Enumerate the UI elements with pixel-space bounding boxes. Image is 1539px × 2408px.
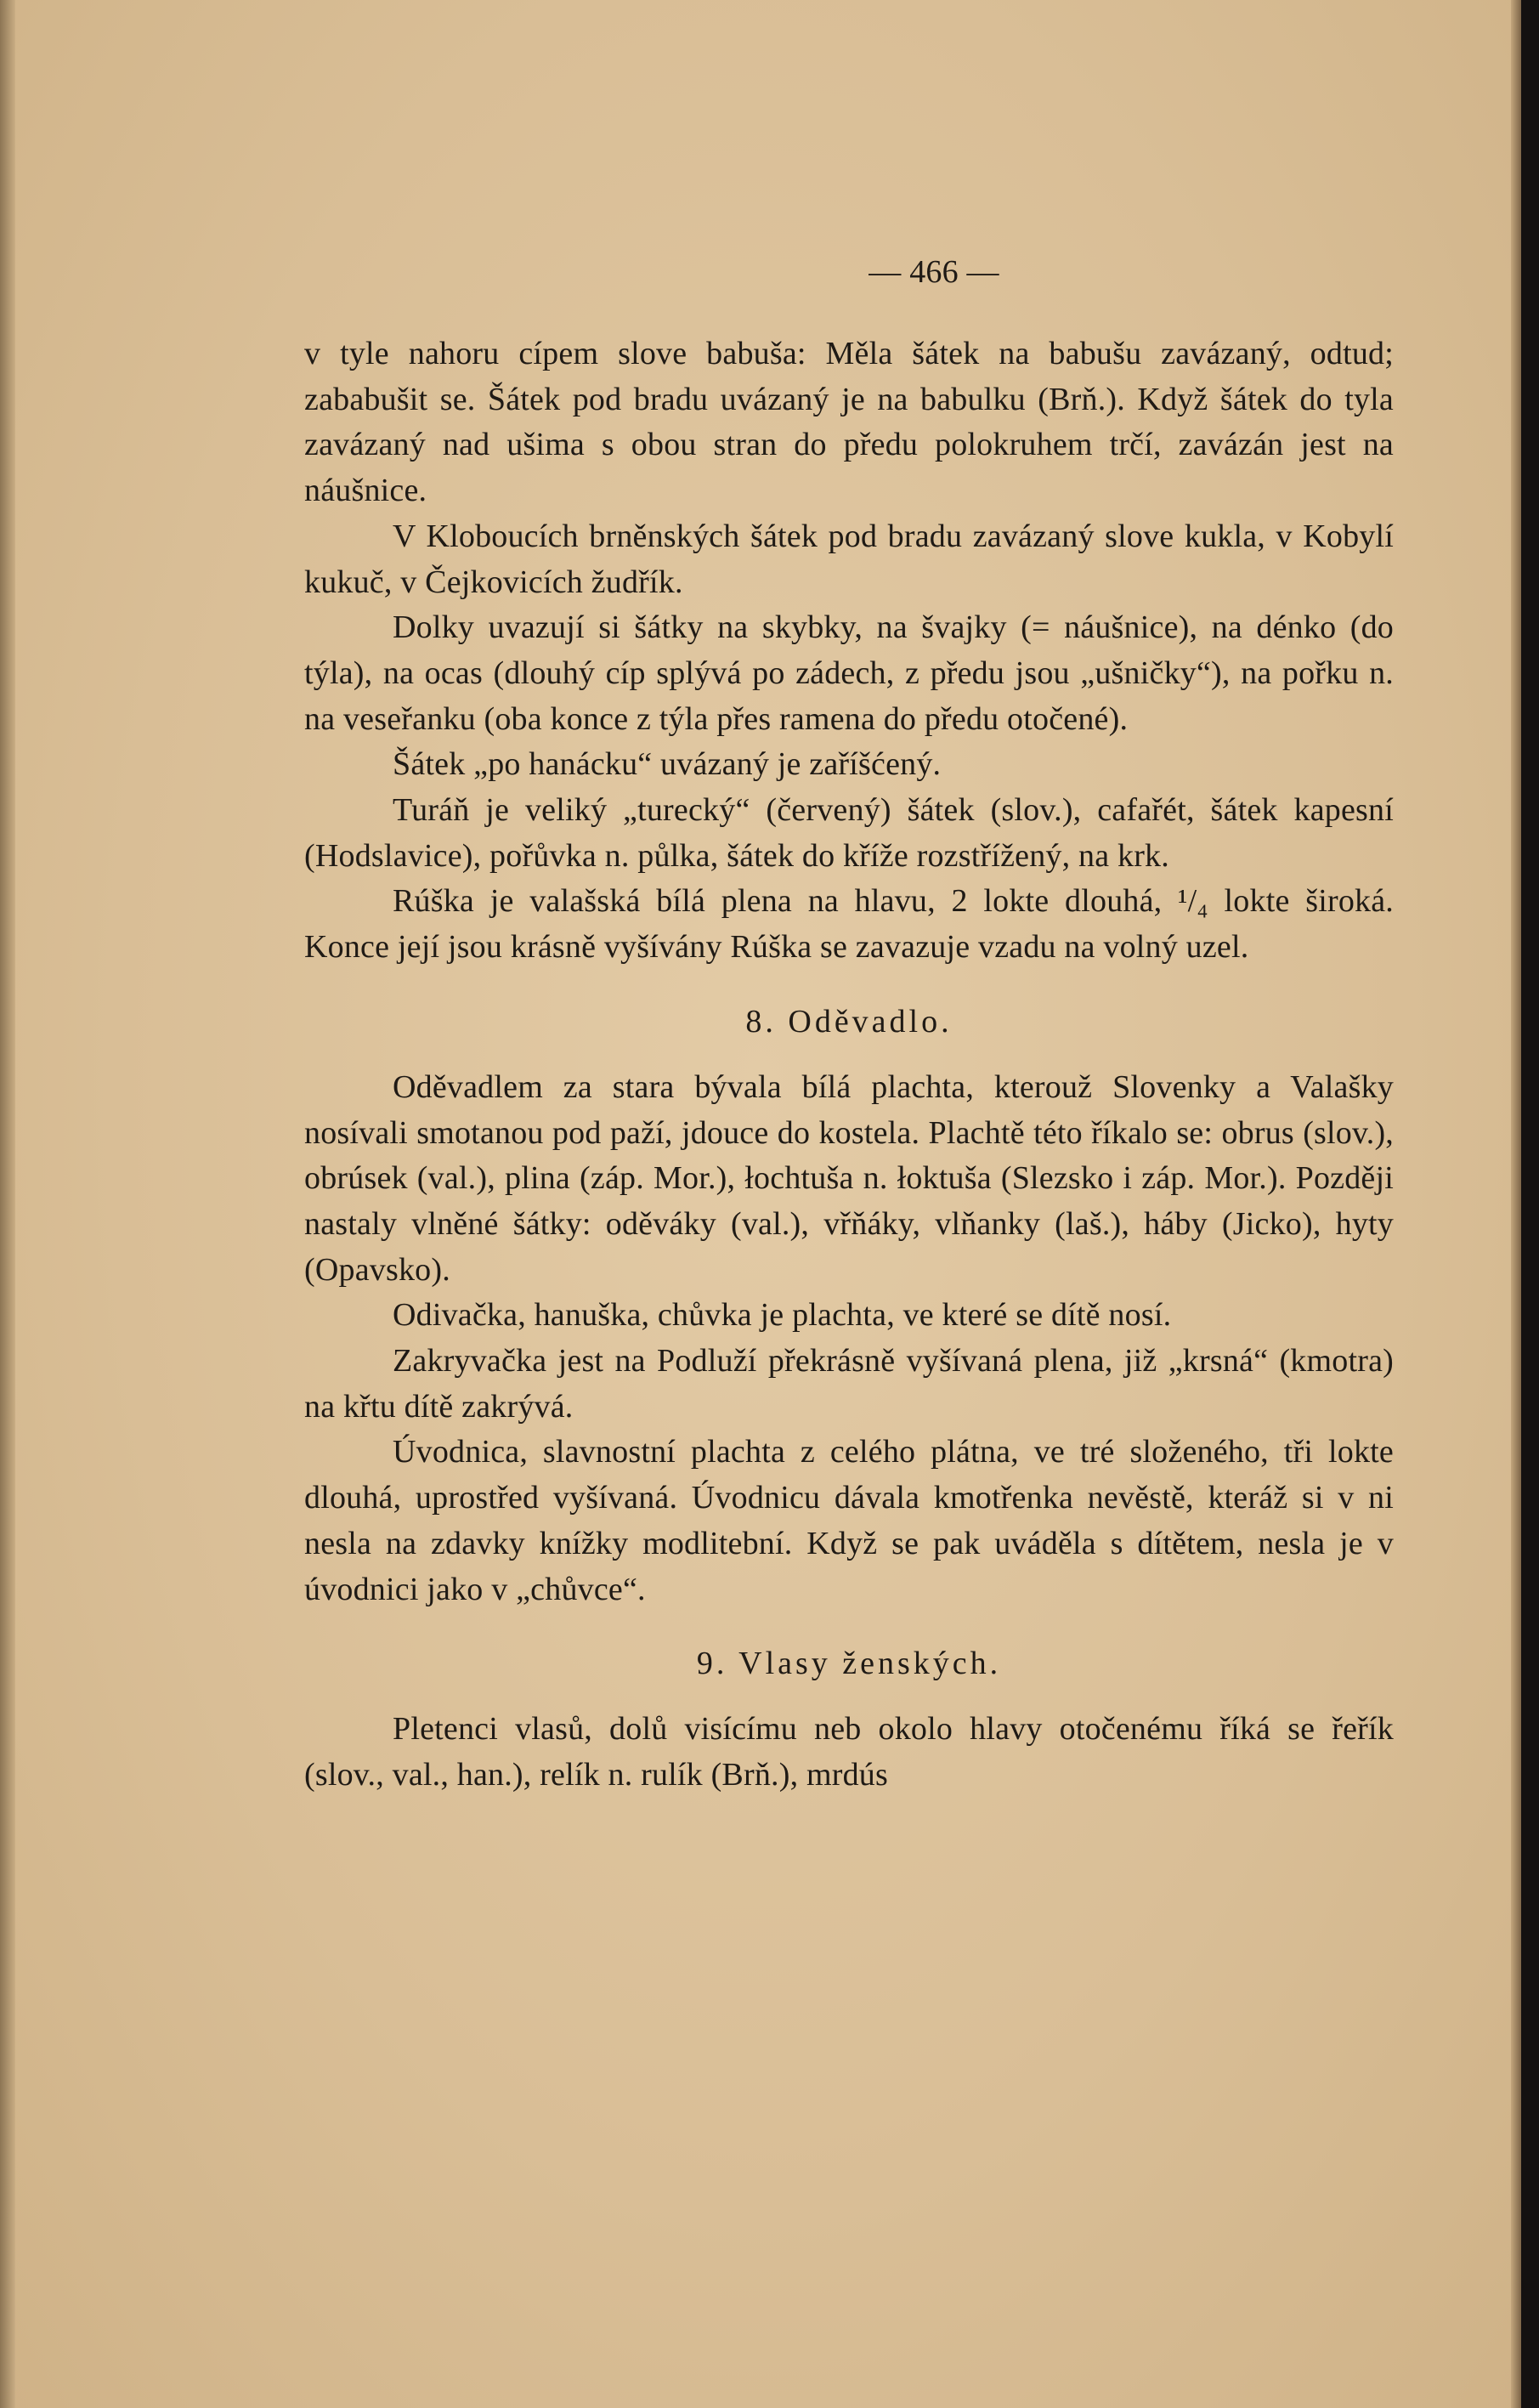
paragraph: v tyle nahoru cípem slove babuša: Měla šátek na babušu zavázaný, odtud; zababušit se. Šátek pod bradu uvázaný je na babulku (Brň.). Když šátek do tyla zavázaný nad ušima s obou stran do předu polokruhem trčí, zavázán jest na náušnice.	[304, 336, 1394, 509]
paragraph: V Kloboucích brněnských šátek pod bradu zavázaný slove kukla, v Kobylí kukuč, v Čejkovicích žudřík.	[304, 518, 1394, 600]
paragraph: Odivačka, hanuška, chůvka je plachta, ve které se dítě nosí.	[393, 1297, 1172, 1334]
paragraph: Rúška je valašská bílá plena na hlavu, 2 lokte dlouhá, ¹/₄ lokte široká. Konce její jsou krásně vyšívány Rúška se zavazuje vzadu na volný uzel.	[304, 883, 1394, 966]
book-spine	[0, 0, 15, 2408]
paragraph: Dolky uvazují si šátky na skybky, na švajky (= náušnice), na dénko (do týla), na ocas (dlouhý cíp splývá po zádech, z předu jsou „ušničky“), na pořku n. na veseřanku (oba konce z týla přes ramena do předu otočené).	[304, 609, 1394, 737]
paragraph: Šátek „po hanácku“ uvázaný je zaříšćený.	[393, 746, 942, 783]
page-edge	[1511, 0, 1521, 2408]
paragraph: Turáň je veliký „turecký“ (červený) šátek (slov.), cafařét, šátek kapesní (Hodslavice), pořůvka n. půlka, šátek do kříže rozstřížený, na krk.	[304, 792, 1394, 874]
section-heading-9: 9. Vlasy ženských.	[696, 1646, 1002, 1682]
paragraph: Pletenci vlasů, dolů visícímu neb okolo hlavy otočenému říká se řeřík (slov., val., han.), relík n. rulík (Brň.), mrdús	[304, 1711, 1394, 1793]
section-heading-8: 8. Oděvadlo.	[745, 1003, 953, 1040]
paragraph: Zakryvačka jest na Podluží překrásně vyšívaná plena, již „krsná“ (kmotra) na křtu dítě zakrývá.	[304, 1343, 1394, 1425]
paragraph: Úvodnica, slavnostní plachta z celého plátna, ve tré složeného, tři lokte dlouhá, uprostřed vyšívaná. Úvodnicu dávala kmotřenka nevěstě, kteráž si v ni nesla na zdavky knížky modlitební. Když se pak uváděla s dítětem, nesla je v úvodnici jako v „chůvce“.	[304, 1434, 1394, 1607]
page-content	[304, 212, 1394, 1799]
page-number: — 466 —	[869, 254, 999, 290]
paragraph: Oděvadlem za stara bývala bílá plachta, kterouž Slovenky a Valašky nosívali smotanou pod paží, jdouce do kostela. Plachtě této říkalo se: obrus (slov.), obrúsek (val.), plina (záp. Mor.), łochtuša n. łoktuša (Slezsko i záp. Mor.). Později nastaly vlněné šátky: oděváky (val.), vřňáky, vlňanky (laš.), háby (Jicko), hyty (Opavsko).	[304, 1068, 1394, 1288]
